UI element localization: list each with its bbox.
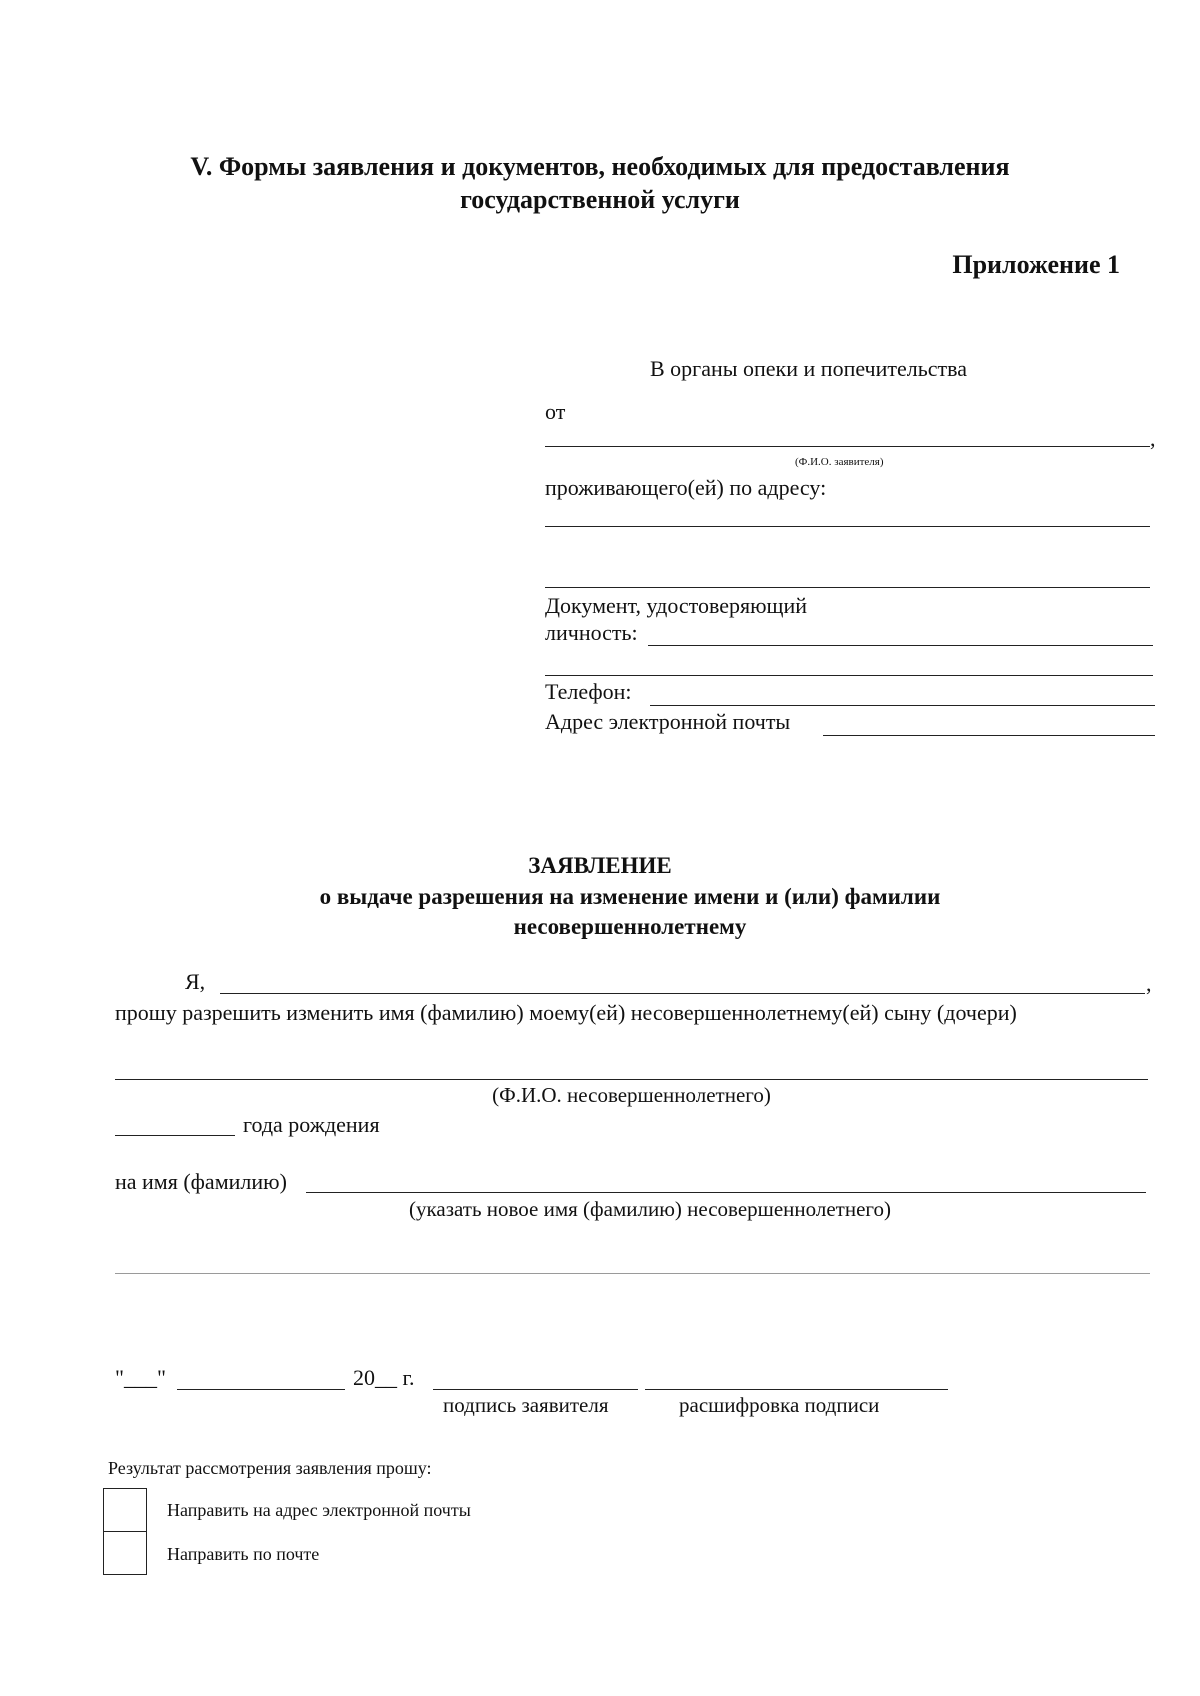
fio-comma: , <box>1150 426 1156 451</box>
date-year: 20__ г. <box>353 1365 415 1390</box>
signature-line[interactable] <box>433 1389 638 1390</box>
statement-request: прошу разрешить изменить имя (фамилию) моему(ей) несовершеннолетнему(ей) сыну (дочери) <box>115 1000 1017 1025</box>
post-option-label: Направить по почте <box>167 1544 320 1564</box>
result-label: Результат рассмотрения заявления прошу: <box>108 1458 432 1478</box>
phone-label: Телефон: <box>545 679 632 704</box>
email-option-label: Направить на адрес электронной почты <box>167 1500 471 1520</box>
statement-heading: ЗАЯВЛЕНИЕ <box>528 853 672 878</box>
applicant-name-line[interactable] <box>220 993 1145 994</box>
address-line-1[interactable] <box>545 526 1150 527</box>
extra-line[interactable] <box>115 1273 1150 1274</box>
date-month-line[interactable] <box>177 1389 345 1390</box>
addressee-to: В органы опеки и попечительства <box>650 356 968 381</box>
statement-subtitle-line1: о выдаче разрешения на изменение имени и (или) фамилии <box>319 884 941 909</box>
email-line[interactable] <box>823 735 1155 736</box>
residing-label: проживающего(ей) по адресу: <box>545 475 827 500</box>
signature-decode-caption: расшифровка подписи <box>679 1393 880 1417</box>
address-line-2[interactable] <box>545 587 1150 588</box>
appendix-label: Приложение 1 <box>952 250 1120 279</box>
id-doc-label-line1: Документ, удостоверяющий <box>545 593 808 618</box>
birth-year-line[interactable] <box>115 1135 235 1136</box>
statement-subtitle-line2: несовершеннолетнему <box>513 914 747 939</box>
section-title-line2: государственной услуги <box>460 185 740 214</box>
signature-decode-line[interactable] <box>645 1389 948 1390</box>
minor-fio-line[interactable] <box>115 1079 1148 1080</box>
birth-year-label: года рождения <box>243 1112 380 1137</box>
id-doc-line-1[interactable] <box>648 645 1153 646</box>
signature-caption: подпись заявителя <box>443 1393 609 1417</box>
date-day: "___" <box>115 1365 166 1390</box>
new-name-caption: (указать новое имя (фамилию) несовершеннолетнего) <box>409 1197 891 1221</box>
addressee-from: от <box>545 399 566 424</box>
new-name-line[interactable] <box>306 1192 1146 1193</box>
email-label: Адрес электронной почты <box>545 709 791 734</box>
section-title-line1: V. Формы заявления и документов, необходимых для предоставления <box>190 152 1010 181</box>
id-doc-line-2[interactable] <box>545 675 1153 676</box>
statement-i: Я, <box>185 969 206 994</box>
phone-line[interactable] <box>650 705 1155 706</box>
applicant-fio-line[interactable] <box>545 446 1150 447</box>
email-option-checkbox[interactable] <box>103 1488 147 1532</box>
section-title <box>100 150 1100 216</box>
applicant-fio-caption: (Ф.И.О. заявителя) <box>795 456 884 468</box>
post-option-checkbox[interactable] <box>103 1531 147 1575</box>
minor-fio-caption: (Ф.И.О. несовершеннолетнего) <box>492 1083 771 1107</box>
id-doc-label-line2: личность: <box>545 620 638 645</box>
new-name-label: на имя (фамилию) <box>115 1169 287 1194</box>
statement-comma: , <box>1146 971 1152 996</box>
